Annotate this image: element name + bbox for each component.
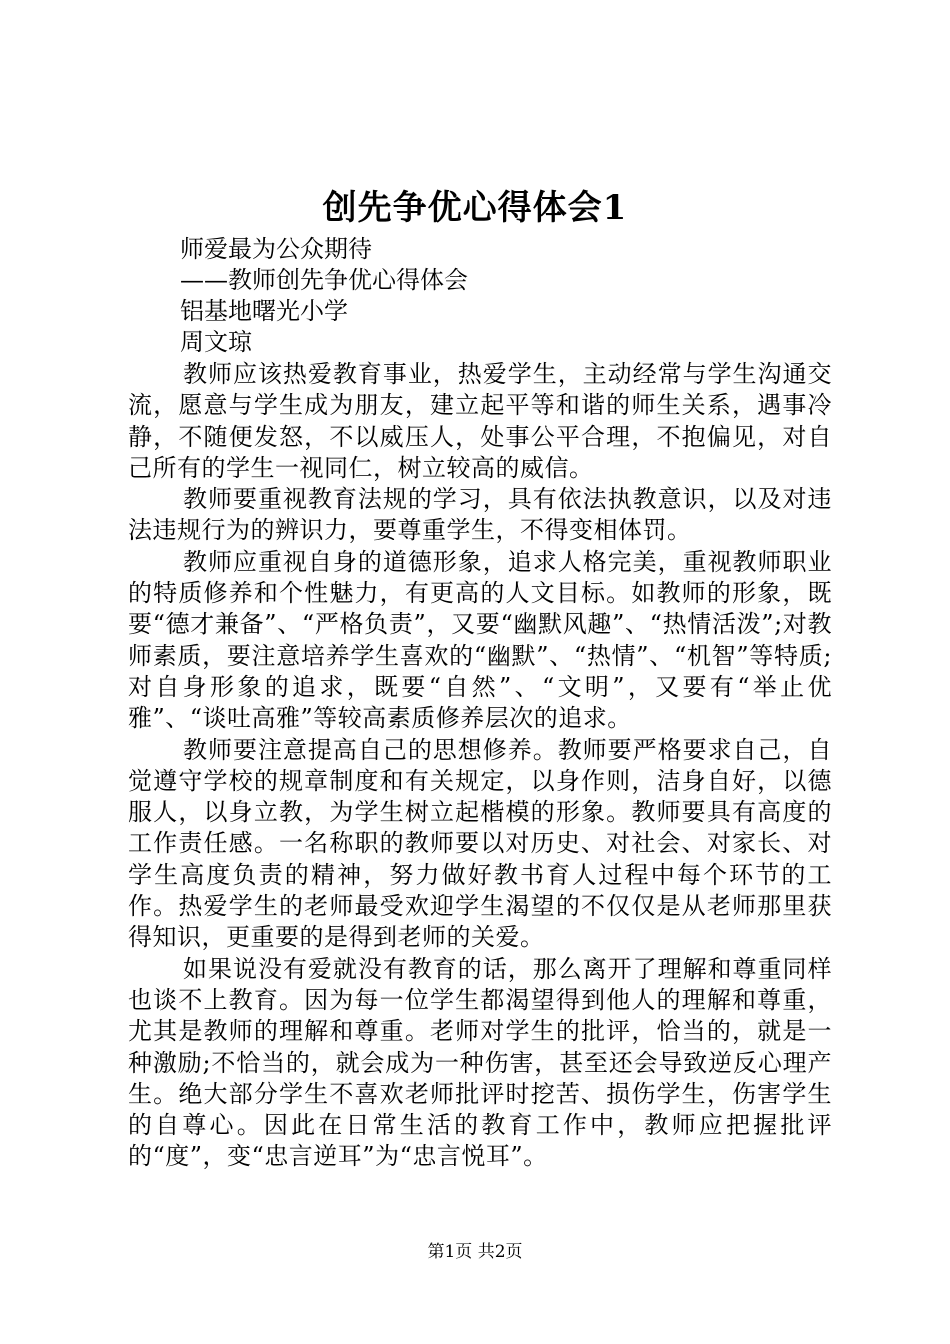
document-body xyxy=(128,359,832,1173)
document-title: 创先争优心得体会1 xyxy=(322,188,628,228)
author-name: 周文琼 xyxy=(180,328,252,356)
body-paragraph: 教师应重视自身的道德形象，追求人格完美，重视教师职业的特质修养和个性魅力，有更高的人文目标。如教师的形象，既要“德才兼备”、“严格负责”，又要“幽默风趣”、“热情活泼”;对教师素质，要注意培养学生喜欢的“幽默”、“热情”、“机智”等特质;对自身形象的追求，既要“自然”、“文明”，又要有“举止优雅”、“谈吐高雅”等较高素质修养层次的追求。 xyxy=(128,547,832,733)
subtitle-line: ——教师创先争优心得体会 xyxy=(180,266,468,294)
document-meta xyxy=(180,234,860,358)
page-number-footer: 第1页 共2页 xyxy=(427,1242,523,1262)
body-paragraph: 教师要重视教育法规的学习，具有依法执教意识，以及对违法违规行为的辨识力，要尊重学生，不得变相体罚。 xyxy=(128,485,832,545)
body-paragraph: 教师要注意提高自己的思想修养。教师要严格要求自己，自觉遵守学校的规章制度和有关规定，以身作则，洁身自好，以德服人，以身立教，为学生树立起楷模的形象。教师要具有高度的工作责任感。一名称职的教师要以对历史、对社会、对家长、对学生高度负责的精神，努力做好教书育人过程中每个环节的工作。热爱学生的老师最受欢迎学生渴望的不仅仅是从老师那里获得知识，更重要的是得到老师的关爱。 xyxy=(128,735,832,952)
body-paragraph: 教师应该热爱教育事业，热爱学生，主动经常与学生沟通交流，愿意与学生成为朋友，建立起平等和谐的师生关系，遇事冷静，不随便发怒，不以威压人，处事公平合理，不抱偏见，对自己所有的学生一视同仁，树立较高的威信。 xyxy=(128,360,832,482)
school-name: 铝基地曙光小学 xyxy=(180,297,348,325)
subtitle-heading: 师爱最为公众期待 xyxy=(180,235,372,263)
body-paragraph: 如果说没有爱就没有教育的话，那么离开了理解和尊重同样也谈不上教育。因为每一位学生都渴望得到他人的理解和尊重，尤其是教师的理解和尊重。老师对学生的批评，恰当的，就是一种激励;不恰当的，就会成为一种伤害，甚至还会导致逆反心理产生。绝大部分学生不喜欢老师批评时挖苦、损伤学生，伤害学生的自尊心。因此在日常生活的教育工作中，教师应把握批评的“度”，变“忠言逆耳”为“忠言悦耳”。 xyxy=(128,954,832,1171)
